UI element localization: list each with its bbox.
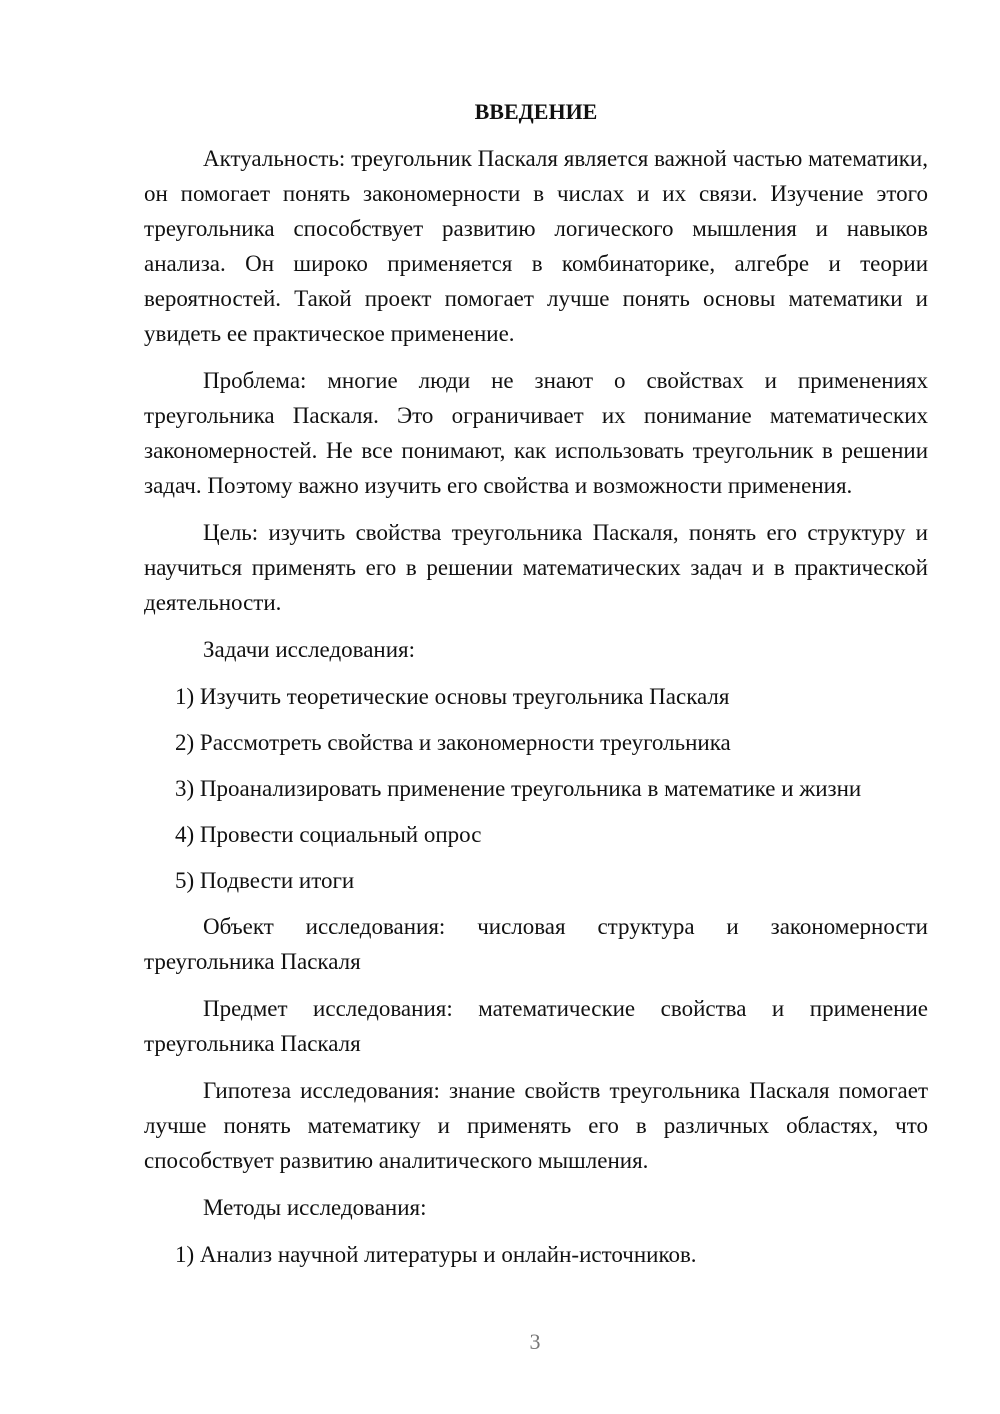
section-title: ВВЕДЕНИЕ xyxy=(474,99,598,124)
list-item: 2) Рассмотреть свойства и закономерности треугольника xyxy=(175,730,731,755)
paragraph-problem: Проблема: многие люди не знают о свойствах и применениях треугольника Паскаля. Это ограничивает их понимание математических закономерностей. Не все понимают, как использовать треугольник в решении задач. Поэтому важно изучить его свойства и возможности применения. xyxy=(144,368,928,498)
methods-list xyxy=(144,1237,928,1272)
list-item: 4) Провести социальный опрос xyxy=(175,822,482,847)
paragraph-hypothesis: Гипотеза исследования: знание свойств треугольника Паскаля помогает лучше понять математику и применять его в различных областях, что способствует развитию аналитического мышления. xyxy=(144,1078,928,1173)
page-number: 3 xyxy=(529,1329,541,1354)
methods-heading: Методы исследования: xyxy=(203,1195,427,1220)
list-item: 3) Проанализировать применение треугольника в математике и жизни xyxy=(175,776,862,801)
paragraph-object: Объект исследования: числовая структура и закономерности треугольника Паскаля xyxy=(144,914,928,974)
paragraph-subject: Предмет исследования: математические свойства и применение треугольника Паскаля xyxy=(144,996,928,1056)
tasks-heading: Задачи исследования: xyxy=(203,637,416,662)
list-item: 1) Изучить теоретические основы треугольника Паскаля xyxy=(175,684,730,709)
page-body xyxy=(144,94,928,1283)
paragraph-goal: Цель: изучить свойства треугольника Паскаля, понять его структуру и научиться применять его в решении математических задач и в практической деятельности. xyxy=(144,520,928,615)
tasks-list xyxy=(144,679,928,898)
list-item: 5) Подвести итоги xyxy=(175,868,355,893)
paragraph-relevance: Актуальность: треугольник Паскаля является важной частью математики, он помогает понять закономерности в числах и их связи. Изучение этого треугольника способствует развитию логического мышления и навыков анализа. Он широко применяется в комбинаторике, алгебре и теории вероятностей. Такой проект помогает лучше понять основы математики и увидеть ее практическое применение. xyxy=(144,146,928,346)
list-item: 1) Анализ научной литературы и онлайн-источников. xyxy=(175,1242,697,1267)
